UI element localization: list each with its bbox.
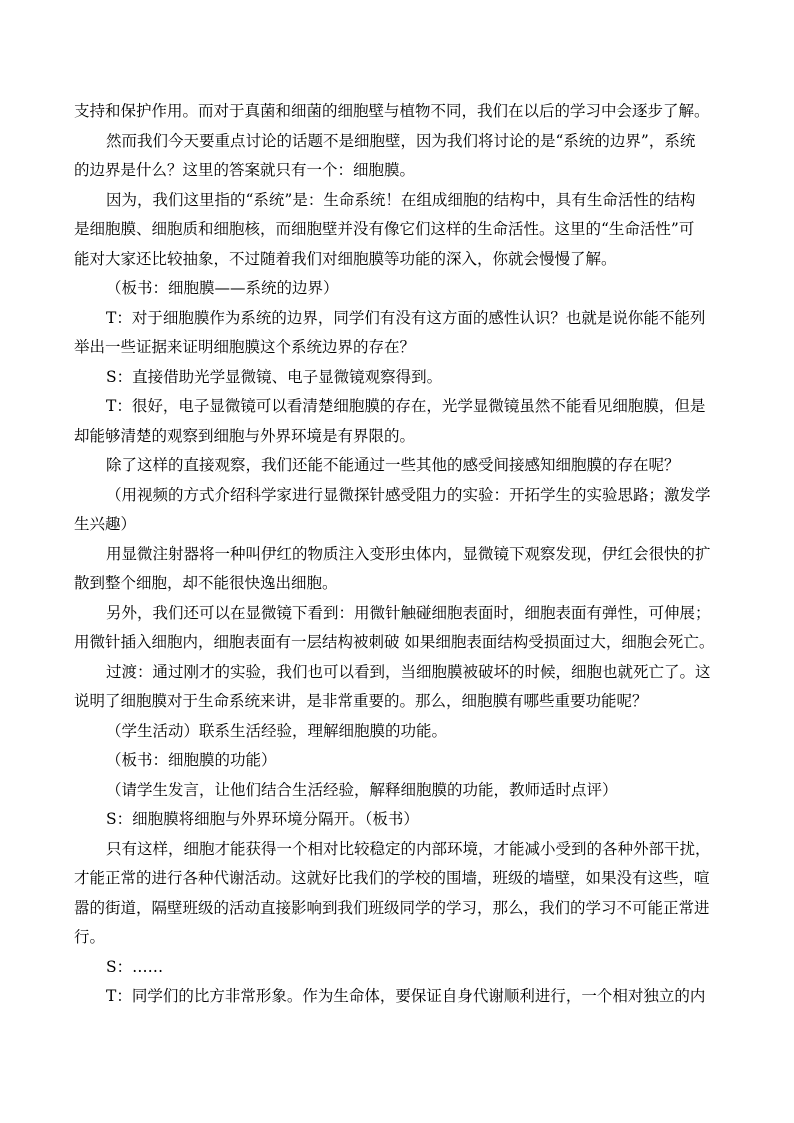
text-line: 是细胞膜、细胞质和细胞核，而细胞壁并没有像它们这样的生命活性。这里的“生命活性”可 bbox=[74, 220, 695, 238]
text-line: 散到整个细胞，却不能很快逸出细胞。 bbox=[74, 574, 338, 592]
paragraph bbox=[74, 953, 724, 983]
paragraph bbox=[74, 481, 724, 540]
text-line: 却能够清楚的观察到细胞与外界环境是有界限的。 bbox=[74, 426, 416, 445]
paragraph bbox=[74, 274, 724, 304]
paragraph bbox=[74, 540, 724, 599]
text-line: T：同学们的比方非常形象。作为生命体，要保证自身代谢顺利进行，一个相对独立的内 bbox=[106, 987, 706, 1005]
text-line: （用视频的方式介绍科学家进行显微探针感受阻力的实验：开拓学生的实验思路；激发学 bbox=[106, 485, 711, 504]
text-line: （学生活动）联系生活经验，理解细胞膜的功能。 bbox=[106, 721, 448, 740]
text-line: 另外，我们还可以在显微镜下看到：用微针触碰细胞表面时，细胞表面有弹性，可伸展； bbox=[106, 603, 711, 622]
text-line: 支持和保护作用。而对于真菌和细菌的细胞壁与植物不同，我们在以后的学习中会逐步了解。 bbox=[74, 102, 710, 120]
text-line: （请学生发言，让他们结合生活经验，解释细胞膜的功能，教师适时点评） bbox=[106, 780, 618, 799]
text-line: （板书：细胞膜——系统的边界） bbox=[106, 279, 339, 297]
text-line: 的边界是什么？这里的答案就只有一个：细胞膜。 bbox=[74, 161, 416, 179]
text-line: 过渡：通过刚才的实验，我们也可以看到，当细胞膜被破坏的时候，细胞也就死亡了。这 bbox=[106, 662, 711, 681]
paragraph bbox=[74, 186, 724, 275]
text-line: 除了这样的直接观察，我们还能不能通过一些其他的感受间接感知细胞膜的存在呢？ bbox=[106, 456, 680, 474]
text-line: S：细胞膜将细胞与外界环境分隔开。（板书） bbox=[106, 810, 419, 828]
paragraph bbox=[74, 363, 724, 393]
paragraph bbox=[74, 658, 724, 717]
text-line: T：对于细胞膜作为系统的边界，同学们有没有这方面的感性认识？也就是说你能不能列 bbox=[106, 308, 706, 327]
text-line: 然而我们今天要重点讨论的话题不是细胞壁，因为我们将讨论的是“系统的边界”，系统 bbox=[106, 131, 696, 150]
paragraph bbox=[74, 717, 724, 747]
text-line: 用显微注射器将一种叫伊红的物质注入变形虫体内，显微镜下观察发现，伊红会很快的扩 bbox=[106, 544, 711, 563]
paragraph bbox=[74, 97, 724, 127]
text-line: T：很好，电子显微镜可以看清楚细胞膜的存在，光学显微镜虽然不能看见细胞膜，但是 bbox=[106, 397, 706, 415]
text-line: 能对大家还比较抽象，不过随着我们对细胞膜等功能的深入，你就会慢慢了解。 bbox=[74, 249, 617, 268]
paragraph bbox=[74, 392, 724, 451]
text-line: 只有这样，细胞才能获得一个相对比较稳定的内部环境，才能减小受到的各种外部干扰， bbox=[106, 839, 711, 858]
text-line: 因为，我们这里指的“系统”是：生命系统！在组成细胞的结构中，具有生命活性的结构 bbox=[106, 190, 696, 209]
text-line: 举出一些证据来证明细胞膜这个系统边界的存在？ bbox=[74, 338, 416, 356]
paragraph bbox=[74, 982, 724, 1012]
paragraph bbox=[74, 599, 724, 658]
paragraph bbox=[74, 805, 724, 835]
text-line: S：直接借助光学显微镜、电子显微镜观察得到。 bbox=[106, 367, 443, 386]
paragraph bbox=[74, 835, 724, 953]
text-line: 生兴趣） bbox=[74, 515, 137, 533]
text-line: 说明了细胞膜对于生命系统来讲，是非常重要的。那么，细胞膜有哪些重要功能呢？ bbox=[74, 692, 648, 710]
paragraph bbox=[74, 304, 724, 363]
paragraph bbox=[74, 746, 724, 776]
text-line: 行。 bbox=[74, 928, 106, 946]
paragraph bbox=[74, 451, 724, 481]
text-line: S：…… bbox=[106, 957, 164, 976]
text-line: 才能正常的进行各种代谢活动。这就好比我们的学校的围墙，班级的墙壁，如果没有这些，喧 bbox=[74, 869, 710, 887]
text-line: （板书：细胞膜的功能） bbox=[106, 751, 277, 769]
paragraph bbox=[74, 127, 724, 186]
text-line: 用微针插入细胞内，细胞表面有一层结构被刺破 如果细胞表面结构受损面过大，细胞会死亡。 bbox=[74, 633, 715, 651]
text-line: 嚣的街道，隔壁班级的活动直接影响到我们班级同学的学习，那么，我们的学习不可能正常进 bbox=[74, 898, 710, 917]
paragraph bbox=[74, 776, 724, 806]
